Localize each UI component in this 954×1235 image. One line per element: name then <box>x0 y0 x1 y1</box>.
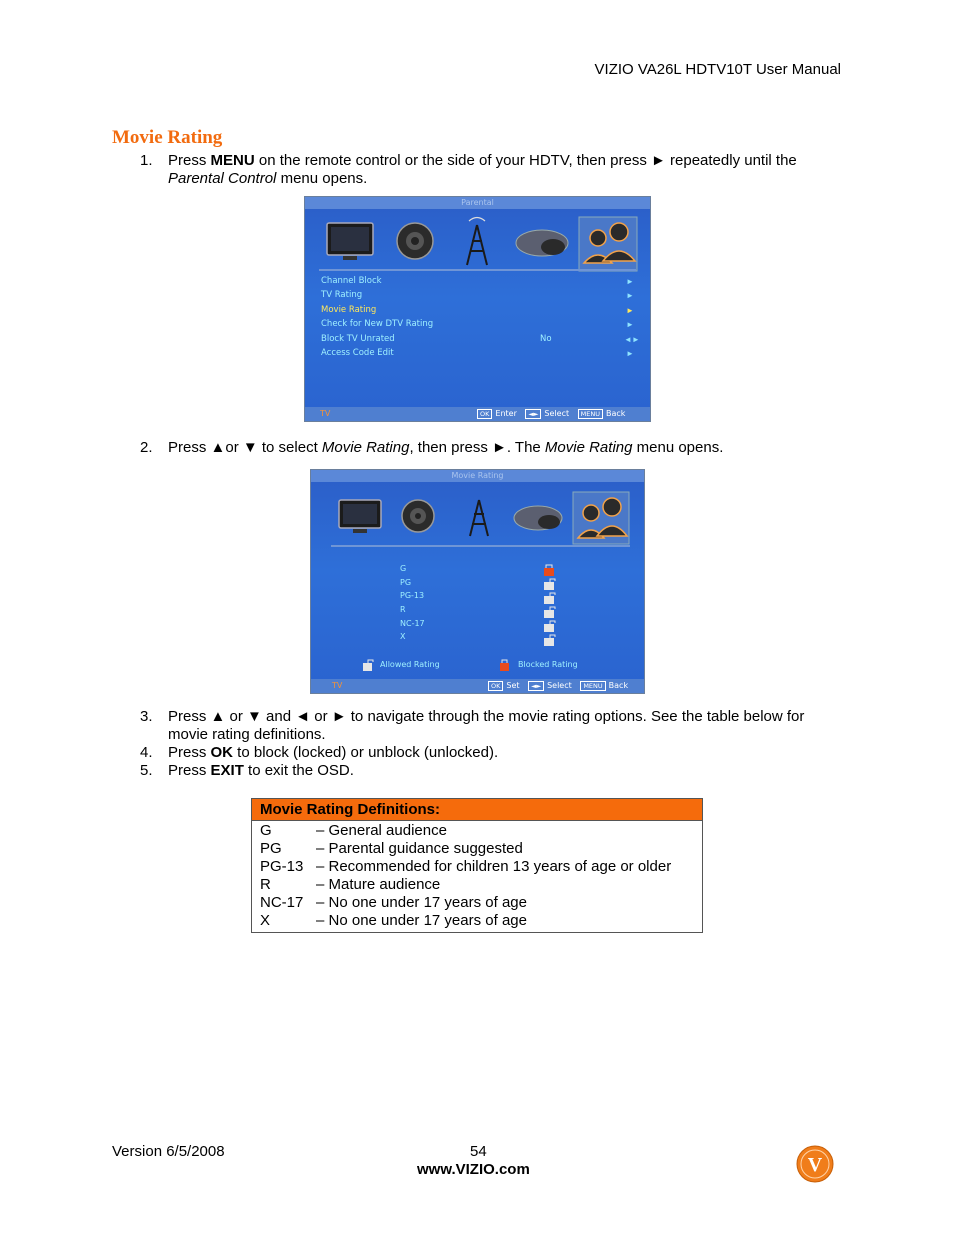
parental-menu-screenshot <box>304 196 651 422</box>
step-text <box>168 152 848 188</box>
step-1 <box>0 152 954 188</box>
unlocked-icon <box>544 579 555 590</box>
osd-category-icons <box>305 211 650 273</box>
step-number: 3. <box>140 708 153 725</box>
rating-item-r: R <box>400 605 406 614</box>
rating-description: – No one under 17 years of age <box>316 912 527 929</box>
step-text <box>168 762 848 780</box>
parental-users-icon <box>573 492 629 544</box>
step-number: 2. <box>140 439 153 456</box>
step-text-part: on the remote control or the side of your HDTV, then press ► repeatedly until the <box>254 152 797 169</box>
menu-item-block-tv-unrated: Block TV Unrated <box>321 334 395 344</box>
hint-label: Enter <box>495 409 517 418</box>
step-number: 1. <box>140 152 153 169</box>
step-text <box>168 744 848 762</box>
step-4 <box>0 744 954 762</box>
rating-item-nc17: NC-17 <box>400 619 425 628</box>
step-text-part: Press ▲or ▼ to select <box>168 439 322 456</box>
rating-description: – Parental guidance suggested <box>316 840 523 857</box>
section-title: Movie Rating <box>112 127 223 148</box>
arrow-right-icon: ► <box>626 277 634 286</box>
step-text-part: to block (locked) or unblock (unlocked). <box>233 744 499 761</box>
table-row <box>252 876 702 894</box>
logo-letter: V <box>807 1154 823 1176</box>
antenna-icon <box>467 218 487 266</box>
audio-icon <box>402 500 434 532</box>
step-keyword: EXIT <box>210 762 244 779</box>
document-header: VIZIO VA26L HDTV10T User Manual <box>594 61 841 78</box>
movie-rating-menu-screenshot <box>310 469 645 694</box>
nav-key-icon: ◄► <box>528 681 544 691</box>
step-text-part: Press <box>168 744 211 761</box>
tv-icon <box>339 500 381 533</box>
rating-item-g: G <box>400 564 407 573</box>
step-number: 5. <box>140 762 153 779</box>
nav-key-icon: ◄► <box>525 409 541 419</box>
osd-separator <box>319 269 636 271</box>
rating-description: – No one under 17 years of age <box>316 894 527 911</box>
osd-title: Parental <box>305 197 650 209</box>
rating-item-pg13: PG-13 <box>400 591 425 600</box>
step-text-part: , then press ►. The <box>409 439 545 456</box>
rating-code: R <box>260 876 271 893</box>
rating-description: – Recommended for children 13 years of age or older <box>316 858 672 875</box>
tv-icon <box>327 223 373 260</box>
lock-status-icons <box>541 564 561 648</box>
hint-label: Set <box>506 681 520 690</box>
ok-key: OK <box>477 409 492 419</box>
arrow-right-icon: ► <box>626 306 634 315</box>
hint-label: Select <box>547 681 572 690</box>
step-text-part: to exit the OSD. <box>243 762 354 779</box>
step-text <box>168 439 848 457</box>
ok-key: OK <box>488 681 503 691</box>
unlocked-icon <box>544 607 555 618</box>
osd-footer <box>305 407 650 421</box>
menu-item-movie-rating: Movie Rating <box>321 305 377 315</box>
rating-item-pg: PG <box>400 578 412 587</box>
hint-label: Back <box>608 681 629 690</box>
arrow-right-icon: ► <box>626 291 634 300</box>
menu-item-tv-rating: TV Rating <box>321 290 363 300</box>
table-row <box>252 858 702 876</box>
table-body <box>252 821 702 932</box>
osd-title: Movie Rating <box>311 470 644 482</box>
unlocked-icon <box>544 635 555 646</box>
audio-icon <box>397 223 433 259</box>
step-keyword: OK <box>210 744 234 761</box>
osd-separator <box>331 545 630 547</box>
legend-blocked-rating: Blocked Rating <box>518 660 578 669</box>
menu-key: MENU <box>580 681 605 691</box>
step-3 <box>0 708 954 744</box>
step-menu-name: Parental Control <box>168 170 277 187</box>
rating-code: PG-13 <box>260 858 304 875</box>
rating-description: – Mature audience <box>316 876 441 893</box>
menu-item-access-code-edit: Access Code Edit <box>321 348 394 358</box>
parental-users-icon <box>579 217 637 271</box>
page-number: 54 <box>470 1143 487 1160</box>
table-row <box>252 894 702 912</box>
vizio-logo-icon <box>795 1144 835 1184</box>
step-text: Press ▲ or ▼ and ◄ or ► to navigate through the movie rating options. See the table below for movie rating definitions. <box>168 708 805 743</box>
setup-icon <box>516 230 568 256</box>
step-2 <box>0 439 954 457</box>
rating-code: PG <box>260 840 282 857</box>
movie-rating-definitions-table <box>251 798 703 933</box>
menu-item-channel-block: Channel Block <box>321 276 382 286</box>
step-text-part: Press <box>168 152 211 169</box>
osd-hint-bar <box>488 681 628 691</box>
step-text-part: menu opens. <box>276 170 368 187</box>
step-keyword: MENU <box>210 152 255 169</box>
rating-description: – General audience <box>316 822 447 839</box>
antenna-icon <box>470 500 488 536</box>
rating-item-x: X <box>400 632 406 641</box>
arrow-left-right-icon: ◄► <box>624 335 640 344</box>
rating-code: G <box>260 822 272 839</box>
step-menu-name: Movie Rating <box>544 439 633 456</box>
step-5 <box>0 762 954 780</box>
menu-item-check-new-dtv-rating: Check for New DTV Rating <box>321 319 434 329</box>
table-header: Movie Rating Definitions: <box>252 799 702 821</box>
step-text-part: Press <box>168 762 211 779</box>
legend-allowed-rating: Allowed Rating <box>380 660 440 669</box>
website-url: www.VIZIO.com <box>417 1161 530 1178</box>
source-label: TV <box>332 681 343 690</box>
hint-label: Select <box>544 409 570 418</box>
osd-footer <box>311 679 644 693</box>
step-text-part: menu opens. <box>632 439 724 456</box>
step-number: 4. <box>140 744 153 761</box>
rating-code: X <box>260 912 271 929</box>
locked-icon <box>544 565 554 576</box>
locked-legend-icon <box>497 658 513 672</box>
block-tv-unrated-value: No <box>540 334 552 344</box>
menu-key: MENU <box>578 409 603 419</box>
setup-icon <box>514 506 562 530</box>
unlocked-icon <box>544 621 555 632</box>
version-label: Version 6/5/2008 <box>112 1143 225 1160</box>
source-label: TV <box>320 409 331 418</box>
step-menu-name: Movie Rating <box>321 439 410 456</box>
hint-label: Back <box>606 409 626 418</box>
arrow-right-icon: ► <box>626 349 634 358</box>
arrow-right-icon: ► <box>626 320 634 329</box>
table-row <box>252 912 702 930</box>
osd-hint-bar <box>477 409 625 419</box>
osd-category-icons <box>311 484 644 546</box>
unlocked-icon <box>544 593 555 604</box>
osd-icon-row <box>311 484 644 546</box>
unlocked-legend-icon <box>361 658 377 672</box>
table-row <box>252 840 702 858</box>
osd-icon-row <box>305 211 650 273</box>
table-row <box>252 822 702 840</box>
rating-code: NC-17 <box>260 894 304 911</box>
